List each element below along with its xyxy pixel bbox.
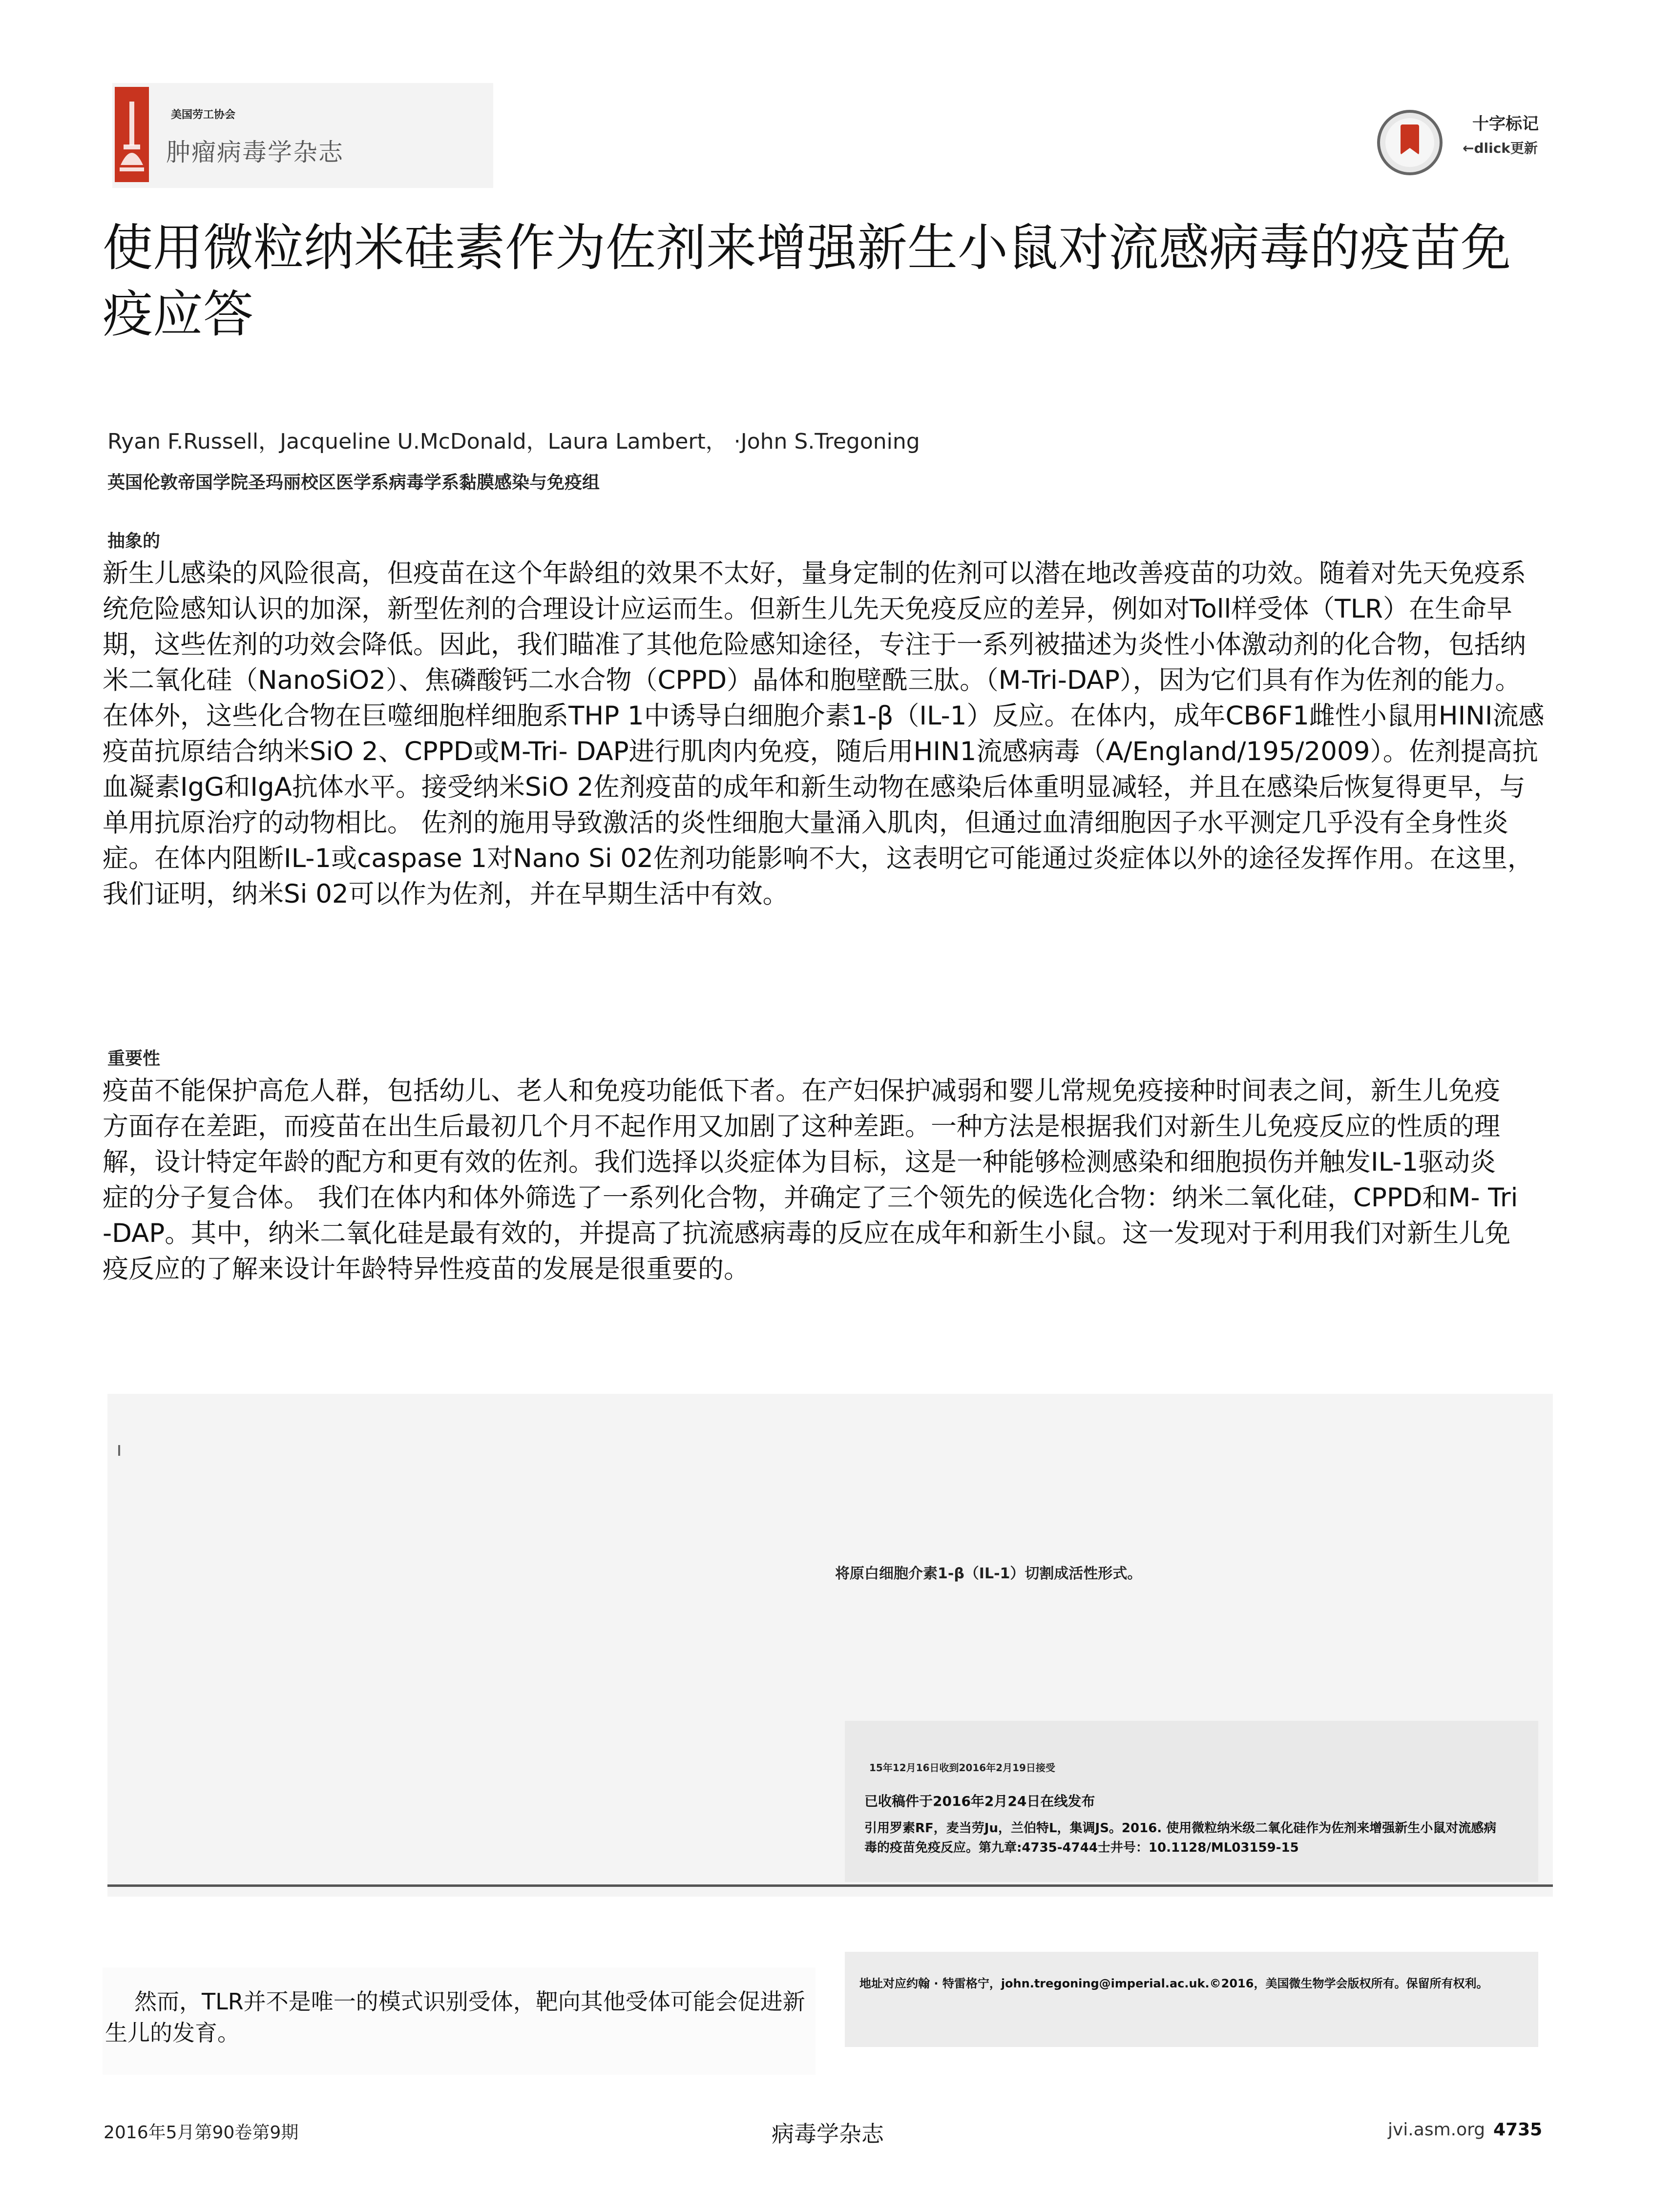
crossmark-update-link[interactable]: ←dlick更新 [1463, 140, 1538, 156]
column-marker [118, 1445, 120, 1456]
article-title: 使用微粒纳米硅素作为佐剂来增强新生小鼠对流感病毒的疫苗免疫应答 [103, 219, 1511, 344]
correspondence-address: 地址对应约翰 · 特雷格宁，john.tregoning@imperial.ac.uk.©2016，美国微生物学会版权所有。保留所有权利。 [859, 1977, 1488, 1990]
abstract-heading: 抽象的 [107, 531, 161, 551]
importance-heading: 重要性 [107, 1049, 161, 1069]
received-dates: 15年12月16日收到2016年2月19日接受 [869, 1762, 1055, 1774]
affiliation: 英国伦敦帝国学院圣玛丽校区医学系病毒学系黏膜感染与免疫组 [107, 473, 600, 493]
abstract-body: 新生儿感染的风险很高，但疫苗在这个年龄组的效果不太好，量身定制的佐剂可以潜在地改善疫苗的功效。随着对先天免疫系统危险感知认识的加深，新型佐剂的合理设计应运而生。但新生儿先天免疫反应的差异，例如对Toll样受体（TLR）在生命早期，这些佐剂的功效会降低。因此，我们瞄准了其他危险感知途径，专注于一系列被描述为炎性小体激动剂的化合物，包括纳米二氧化硅（NanoSiO2）、焦磷酸钙二水合物（CPPD）晶体和胞壁酰三肽。（M-Tri-DAP），因为它们具有作为佐剂的能力。 在体外，这些化合物在巨噬细胞样细胞系THP 1中诱导白细胞介素1-β（IL-1）反应。在体内，成年CB6F1雌性小鼠用HINI流感疫苗抗原结合纳米SiO 2、CPPD或M-Tri- DAP进行肌肉内免疫，随后用HIN1流感病毒（A/England/195/2009）。佐剂提高抗血凝素IgG和IgA抗体水平。接受纳米SiO 2佐剂疫苗的成年和新生动物在感染后体重明显减轻，并且在感染后恢复得更早，与单用抗原治疗的动物相比。 佐剂的施用导致激活的炎性细胞大量涌入肌肉，但通过血清细胞因子水平测定几乎没有全身性炎症。在体内阻断IL-1或caspase 1对Nano Si 02佐剂功能影响不大，这表明它可能通过炎症体以外的途径发挥作用。在这里，我们证明，纳米Si 02可以作为佐剂，并在早期生活中有效。 [103, 558, 1545, 909]
publisher-name: 美国劳工协会 [171, 109, 236, 121]
crossmark-label[interactable]: 十字标记 [1472, 114, 1539, 134]
journal-name[interactable]: 肿瘤病毒学杂志 [166, 138, 344, 166]
published-date: 已收稿件于2016年2月24日在线发布 [864, 1793, 1095, 1809]
citation: 引用罗素RF，麦当劳Ju，兰伯特L，集调JS。2016. 使用微粒纳米级二氧化硅作为佐剂来增强新生小鼠对流感病毒的疫苗免疫反应。第九章:4735-4744士井号：10.1128/ML03159-15 [864, 1821, 1497, 1855]
body-paragraph: 然而，TLR并不是唯一的模式识别受体，靶向其他受体可能会促进新生儿的发育。 [105, 1988, 805, 2046]
crossmark-icon [1377, 110, 1443, 176]
footer-site-link[interactable]: jvi.asm.org [1388, 2120, 1486, 2140]
footer-journal: 病毒学杂志 [772, 2121, 884, 2147]
footer-issue: 2016年5月第90卷第9期 [104, 2123, 299, 2143]
crossmark-button[interactable] [1377, 110, 1443, 176]
journal-logo [115, 87, 149, 182]
section-divider [107, 1884, 1553, 1887]
correspondence-box [845, 1952, 1538, 2047]
microscope-icon [115, 87, 149, 182]
author-list: Ryan F.Russell，Jacqueline U.McDonald，Laura Lambert， ·John S.Tregoning [107, 429, 920, 454]
figure-caption: 将原白细胞介素1-β（IL-1）切割成活性形式。 [835, 1565, 1142, 1582]
page-number: 4735 [1493, 2120, 1543, 2140]
importance-body: 疫苗不能保护高危人群，包括幼儿、老人和免疫功能低下者。在产妇保护减弱和婴儿常规免疫接种时间表之间，新生儿免疫方面存在差距，而疫苗在出生后最初几个月不起作用又加剧了这种差距。一种方法是根据我们对新生儿免疫反应的性质的理解，设计特定年龄的配方和更有效的佐剂。我们选择以炎症体为目标，这是一种能够检测感染和细胞损伤并触发IL-1驱动炎症的分子复合体。 我们在体内和体外筛选了一系列化合物，并确定了三个领先的候选化合物：纳米二氧化硅，CPPD和M- Tri-DAP。其中，纳米二氧化硅是最有效的，并提高了抗流感病毒的反应在成年和新生小鼠。这一发现对于利用我们对新生儿免疫反应的了解来设计年龄特异性疫苗的发展是很重要的。 [103, 1076, 1518, 1284]
